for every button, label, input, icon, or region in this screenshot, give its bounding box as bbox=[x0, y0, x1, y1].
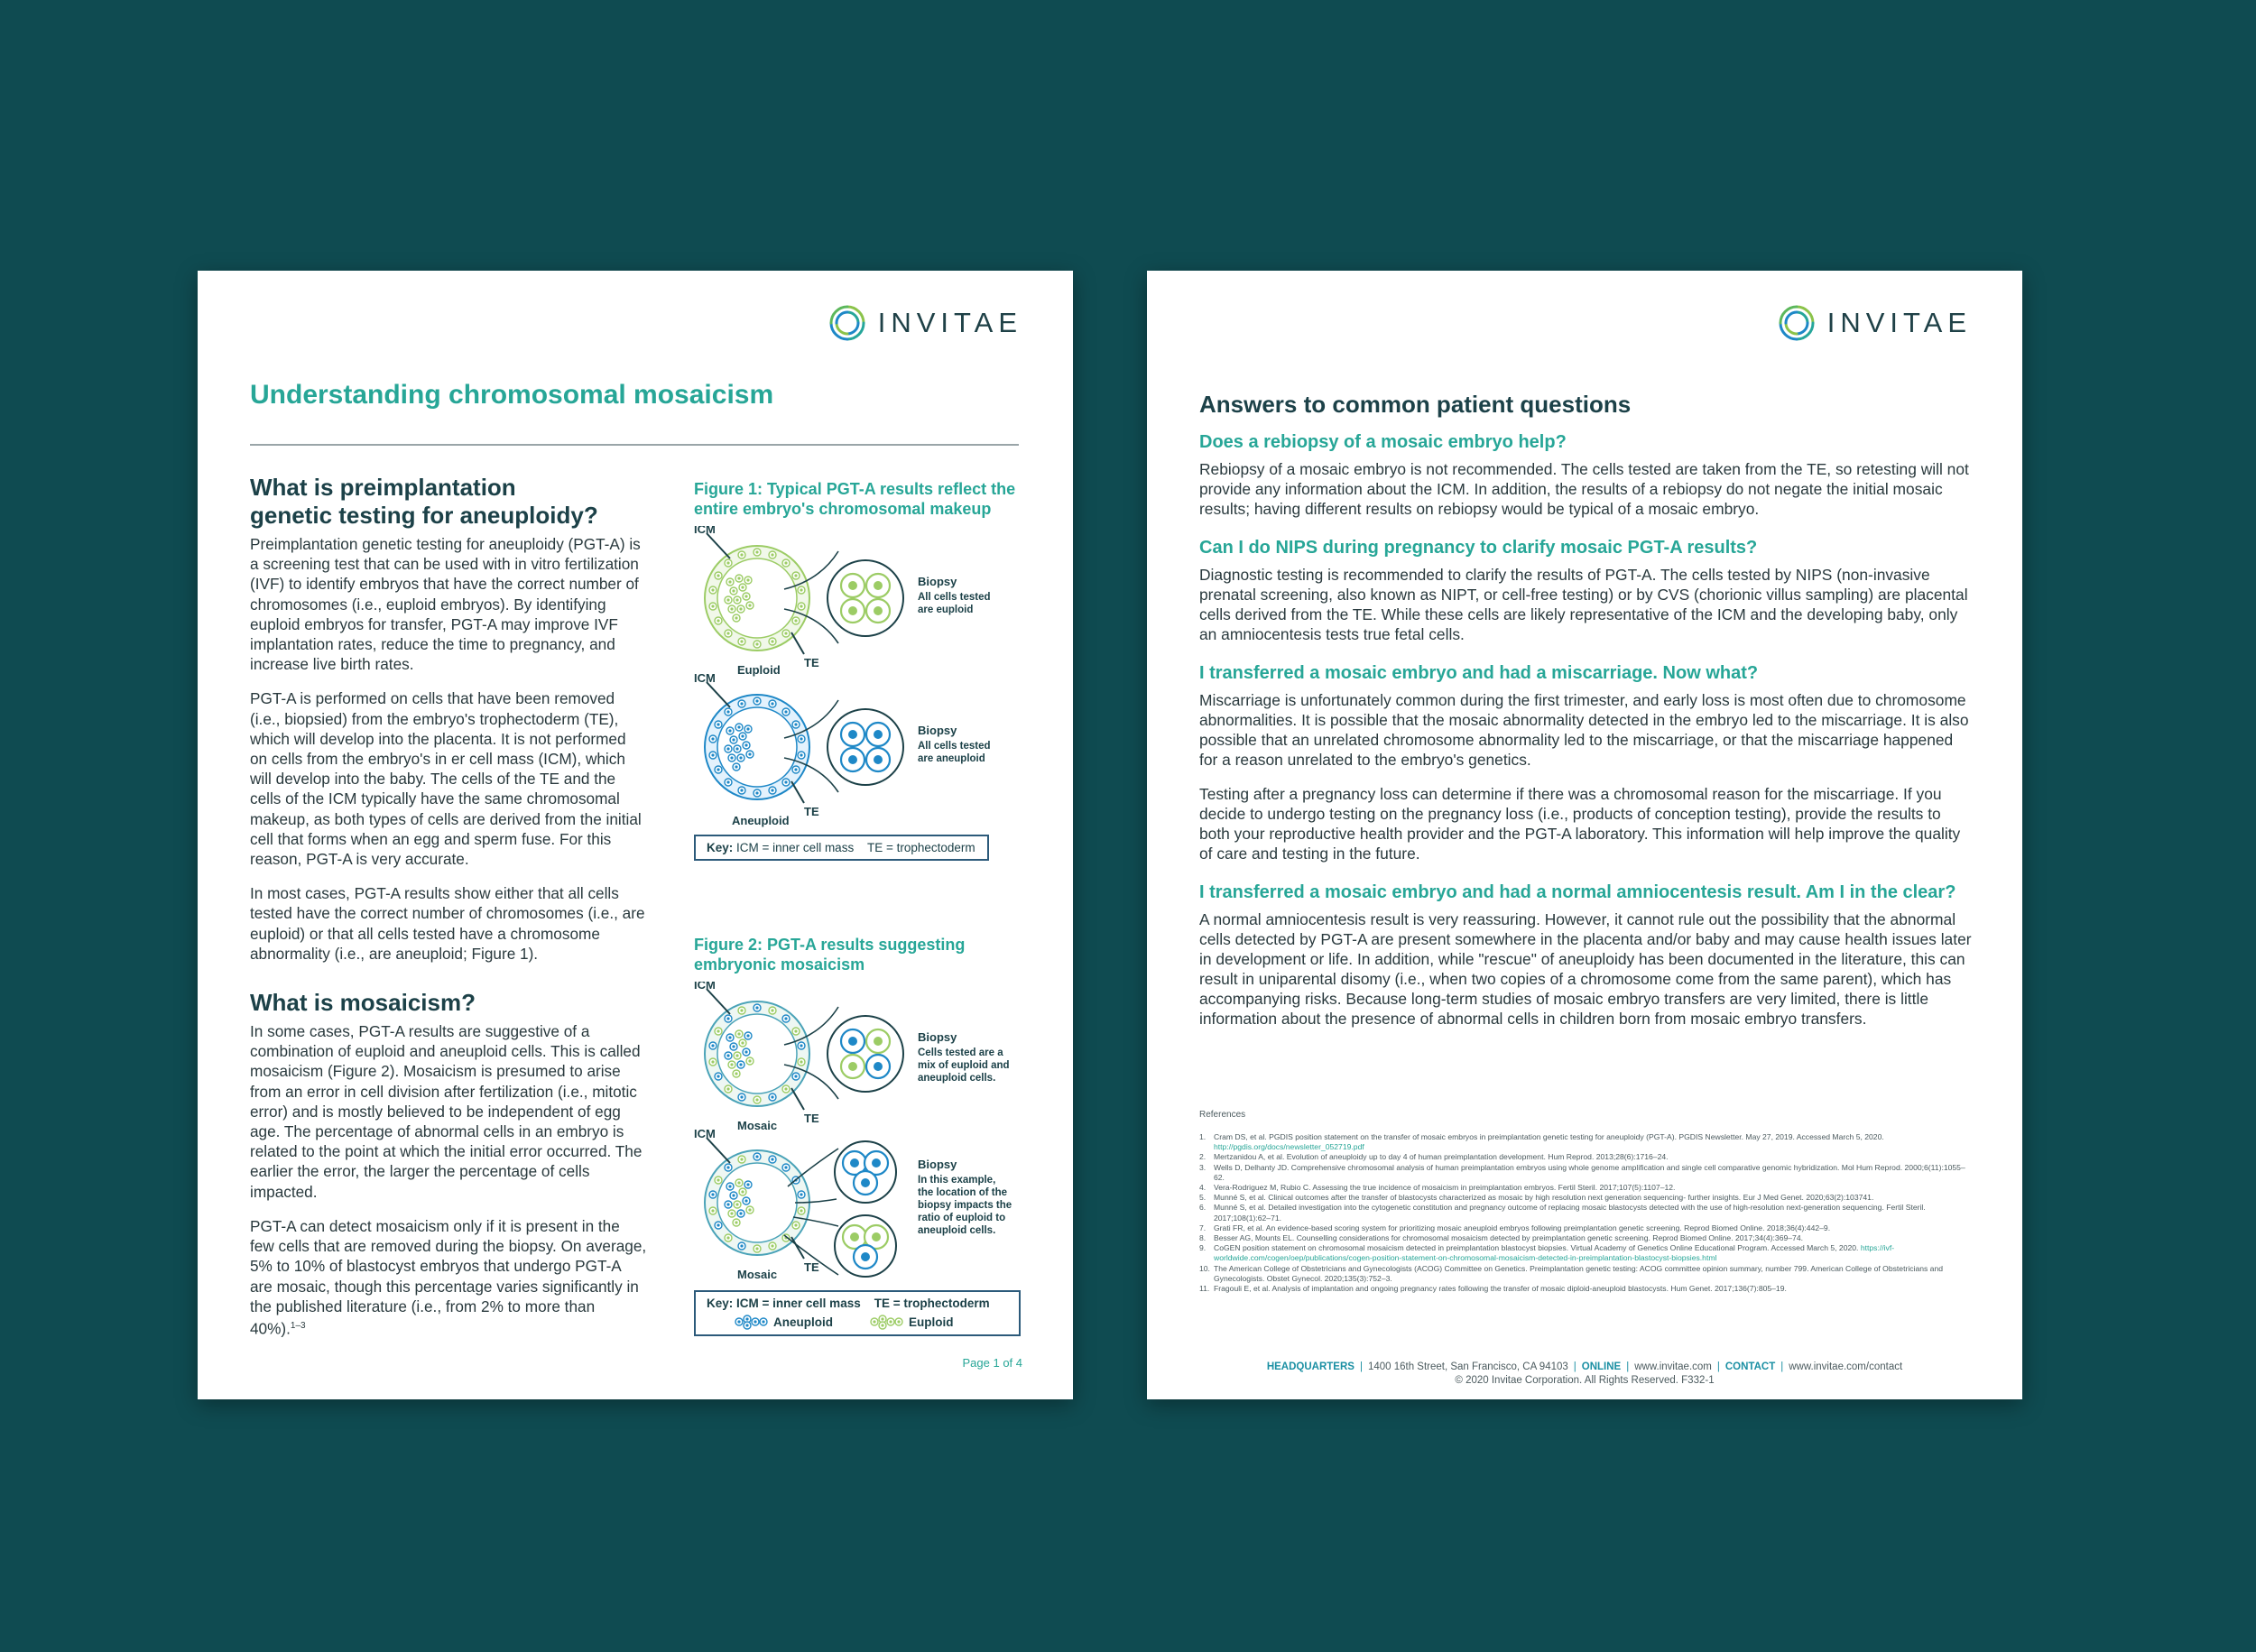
reference-text: Vera-Rodriguez M, Rubio C. Assessing the true incidence of mosaicism in preimplantation embryos. Fertil Steril. 2017;107(5):1107–12. bbox=[1214, 1183, 1676, 1193]
euploid-biopsy bbox=[828, 560, 903, 636]
te-label: TE bbox=[804, 805, 819, 818]
biopsy-desc: mix of euploid and bbox=[918, 1060, 1010, 1071]
mosaic-label: Mosaic bbox=[737, 1119, 778, 1132]
reference-number: 4. bbox=[1199, 1183, 1207, 1193]
question-heading: I transferred a mosaic embryo and had a normal amniocentesis result. Am I in the clear? bbox=[1199, 882, 1956, 902]
reference-text: The American College of Obstetricians and Gynecologists (ACOG) Committee on Genetics. Preimplantation genetic testing: ACOG committee opinion summary, number 799. American College of Obstetricians and Gynecologists. Obstet Gynecol. 2020;135(3):752–3. bbox=[1214, 1263, 1944, 1283]
reference-number: 9. bbox=[1199, 1243, 1207, 1253]
biopsy-desc: All cells tested bbox=[918, 592, 991, 603]
biopsy-desc: All cells tested bbox=[918, 741, 991, 752]
main-text-column bbox=[250, 474, 647, 1339]
invitae-swirl-icon bbox=[1777, 303, 1817, 343]
biopsy-label: Biopsy bbox=[918, 724, 957, 737]
reference-number: 7. bbox=[1199, 1223, 1207, 1232]
footer-online-link[interactable]: www.invitae.com bbox=[1634, 1361, 1712, 1372]
reference-link[interactable]: https://ivf-worldwide.com/cogen/oep/publications/cogen-position-statement-on-chromosomal-mosaicism-detected-in-preimplantation-blastocyst-biopsies.html bbox=[1214, 1243, 1895, 1263]
icm-label: ICM bbox=[694, 1127, 716, 1140]
reference-item bbox=[1199, 1284, 1975, 1294]
references-heading: References bbox=[1199, 1110, 1246, 1120]
logo-wordmark: INVITAE bbox=[1826, 307, 1972, 338]
aneuploid-cells-icon bbox=[734, 1314, 768, 1330]
reference-item bbox=[1199, 1243, 1975, 1263]
biopsy-desc: the location of the bbox=[918, 1187, 1008, 1198]
reference-body: Cram DS, et al. PGDIS position statement on the transfer of mosaic embryos in preimplantation genetic testing for aneuploidy (PGT-A). PGDIS Newsletter. May 27, 2019. Accessed March 5, 2020. bbox=[1214, 1132, 1884, 1141]
references-section bbox=[1199, 1110, 1975, 1294]
figure-title-line: Figure 1: Typical PGT-A results reflect the bbox=[694, 480, 1016, 498]
heading-line: genetic testing for aneuploidy? bbox=[250, 502, 598, 529]
reference-text bbox=[1214, 1132, 1975, 1152]
figure-title-line: embryonic mosaicism bbox=[694, 955, 865, 974]
figure-1-diagram bbox=[694, 526, 1037, 833]
reference-item bbox=[1199, 1163, 1975, 1183]
euploid-label: Euploid bbox=[737, 663, 781, 677]
biopsy-label: Biopsy bbox=[918, 575, 957, 588]
references-list bbox=[1199, 1132, 1975, 1294]
key-euploid: Euploid bbox=[909, 1315, 954, 1329]
reference-text bbox=[1214, 1243, 1975, 1263]
reference-item bbox=[1199, 1183, 1975, 1193]
footer-online-label: ONLINE bbox=[1581, 1361, 1622, 1372]
answer-paragraph: A normal amniocentesis result is very reassuring. However, it cannot rule out the possibility that the abnormal cells detected by PGT-A are present somewhere in the placenta and/or baby and may cause health issues later in development or life. In addition, while "rescue" of aneuploidy has been documented in the literature, this can result in uniparental disomy (i.e., when two copies of a chromosome come from the same parent), which has accompanying risks. Because long-term studies of mosaic embryo transfers are very limited, there is little information about the presence of abnormal cells in children born from mosaic embryo transfers. bbox=[1199, 910, 1972, 1028]
footer-hq-label: HEADQUARTERS bbox=[1266, 1361, 1355, 1372]
biopsy-desc: are euploid bbox=[918, 605, 974, 615]
te-label: TE bbox=[804, 1260, 819, 1274]
key-label: Key: bbox=[707, 841, 734, 854]
footer-contact-label: CONTACT bbox=[1724, 1361, 1776, 1372]
heading-line: What is preimplantation bbox=[250, 474, 516, 501]
reference-item bbox=[1199, 1193, 1975, 1203]
reference-number: 11. bbox=[1199, 1284, 1210, 1294]
section-heading-pgta bbox=[250, 474, 647, 530]
page-number: Page 1 of 4 bbox=[962, 1356, 1022, 1370]
reference-text: Besser AG, Mounts EL. Counselling considerations for chromosomal mosaicism detected by preimplantation genetic screening. Reprod Biomed Online. 2017;34(4):369–74. bbox=[1214, 1233, 1803, 1243]
key-te: TE = trophectoderm bbox=[866, 841, 975, 854]
footer-hq-address: 1400 16th Street, San Francisco, CA 94103 bbox=[1367, 1361, 1568, 1372]
icm-label: ICM bbox=[694, 671, 716, 685]
reference-item bbox=[1199, 1233, 1975, 1243]
figures-column bbox=[694, 479, 1037, 1336]
reference-number: 5. bbox=[1199, 1193, 1207, 1203]
figure-title-line: Figure 2: PGT-A results suggesting bbox=[694, 936, 966, 954]
reference-number: 10. bbox=[1199, 1263, 1210, 1273]
footer-copyright: © 2020 Invitae Corporation. All Rights Reserved. F332-1 bbox=[1455, 1375, 1715, 1386]
biopsy-desc: biopsy impacts the bbox=[918, 1200, 1012, 1211]
mosaic-label: Mosaic bbox=[737, 1268, 778, 1281]
answer-paragraph: Diagnostic testing is recommended to clarify the results of PGT-A. The cells tested by NIPS (non-invasive prenatal screening, also known as NIPT, or cell-free testing) or by CVS (chorionic villus sampling) are placental cells derived from the TE. While these cells are likely representative of the ICM and the developing baby, only an amniocentesis tests true fetal cells. bbox=[1199, 566, 1968, 643]
biopsy-desc: aneuploid cells. bbox=[918, 1073, 996, 1084]
reference-number: 2. bbox=[1199, 1152, 1207, 1162]
aneuploid-biopsy bbox=[828, 709, 903, 785]
invitae-logo bbox=[828, 303, 1022, 343]
page-footer: HEADQUARTERS | 1400 16th Street, San Francisco, CA 94103 | ONLINE | www.invitae.com | CONTACT | www.invitae.com/contact © 2020 Invitae Corporation. All Rights Reserved. F332-1 bbox=[1147, 1361, 2022, 1388]
figure-1-title bbox=[694, 479, 1037, 519]
title-divider bbox=[250, 444, 1019, 446]
reference-number: 3. bbox=[1199, 1162, 1207, 1172]
page-2-title: Answers to common patient questions bbox=[1199, 391, 1632, 418]
te-label: TE bbox=[804, 656, 819, 669]
reference-item bbox=[1199, 1152, 1975, 1162]
reference-item bbox=[1199, 1132, 1975, 1152]
paragraph: In some cases, PGT-A results are suggestive of a combination of euploid and aneuploid cells. This is called mosaicism (Figure 2). Mosaicism is presumed to arise from an error in cell division after fertilization (i.e., mitotic error) and is mostly believed to be independent of egg age. The percentage of abnormal cells in an embryo is related to the point at which the initial error occurred. The earlier the error, the larger the percentage of cells impacted. bbox=[250, 1022, 643, 1201]
document-title: Understanding chromosomal mosaicism bbox=[250, 380, 774, 410]
reference-number: 8. bbox=[1199, 1233, 1207, 1243]
logo-wordmark: INVITAE bbox=[877, 307, 1022, 338]
question-heading: I transferred a mosaic embryo and had a miscarriage. Now what? bbox=[1199, 663, 1759, 683]
biopsy-desc: Cells tested are a bbox=[918, 1047, 1003, 1058]
key-aneuploid: Aneuploid bbox=[773, 1315, 833, 1329]
figure-title-line: entire embryo's chromosomal makeup bbox=[694, 500, 992, 518]
answer-paragraph: Testing after a pregnancy loss can determine if there was a chromosomal reason for the miscarriage. If you decide to undergo testing on the pregnancy loss (i.e., products of conception testing), provide the results to both your reproductive health provider and the PGT-A laboratory. This information will help improve the quality of care and testing in the future. bbox=[1199, 785, 1961, 863]
aneuploid-label: Aneuploid bbox=[732, 814, 790, 827]
key-label: Key: bbox=[707, 1297, 734, 1310]
euploid-cells-icon bbox=[869, 1314, 903, 1330]
answer-paragraph: Rebiopsy of a mosaic embryo is not recommended. The cells tested are taken from the TE, so retesting will not provide any information about the ICM. In addition, the results of a rebiopsy do not negate the initial mosaic results; having different results on rebiopsy would be typical of a mosaic embryo. bbox=[1199, 460, 1969, 518]
euploid-embryo bbox=[694, 526, 991, 677]
biopsy-desc: ratio of euploid to bbox=[918, 1213, 1006, 1223]
document-page-2 bbox=[1147, 271, 2022, 1399]
paragraph: Preimplantation genetic testing for aneuploidy (PGT-A) is a screening test that can be used with in vitro fertilization (IVF) to identify embryos that have the correct number of chromosomes (i.e., euploid embryos). By identifying euploid embryos for transfer, PGT-A may improve IVF implantation rates, reduce the time to pregnancy, and increase live birth rates. bbox=[250, 535, 641, 674]
invitae-logo bbox=[1777, 303, 1972, 343]
biopsy-desc: are aneuploid bbox=[918, 753, 985, 764]
key-icm: ICM = inner cell mass bbox=[736, 1297, 861, 1310]
document-page-1 bbox=[198, 271, 1073, 1399]
reference-text: Fragouli E, et al. Analysis of implantation and ongoing pregnancy rates following the transfer of mosaic diploid-aneuploid blastocysts. Hum Genet. 2017;136(7):805–19. bbox=[1214, 1284, 1787, 1294]
invitae-swirl-icon bbox=[828, 303, 867, 343]
reference-text: Munné S, et al. Detailed investigation into the cytogenetic constitution and pregnancy outcome of replacing mosaic blastocysts detected with the use of high-resolution next-generation sequencing. Fertil Steril. 2017;108(1):62–71. bbox=[1214, 1203, 1926, 1223]
figure-1-key bbox=[694, 835, 989, 861]
reference-text: Grati FR, et al. An evidence-based scoring system for prioritizing mosaic aneuploid embryos following preimplantation genetic screening. Reprod Biomed Online. 2018;36(4):442–9. bbox=[1214, 1223, 1831, 1232]
reference-link[interactable]: http://pgdis.org/docs/newsletter_052719.pdf bbox=[1214, 1142, 1364, 1152]
icm-label: ICM bbox=[694, 982, 716, 992]
reference-item bbox=[1199, 1223, 1975, 1233]
figure-2-title bbox=[694, 935, 1037, 974]
key-te: TE = trophectoderm bbox=[874, 1297, 990, 1310]
mosaic-embryo-1 bbox=[694, 982, 1010, 1132]
biopsy-label: Biopsy bbox=[918, 1030, 957, 1044]
paragraph: In most cases, PGT-A results show either that all cells tested have the correct number of chromosomes (i.e., are euploid) or that all cells tested have a chromosome abnormality (i.e., are aneuploid; Figure 1). bbox=[250, 884, 645, 963]
section-heading-mosaicism: What is mosaicism? bbox=[250, 989, 476, 1017]
citation-superscript: 1–3 bbox=[290, 1320, 306, 1331]
mosaic-embryo-2 bbox=[694, 1127, 1012, 1281]
question-heading: Does a rebiopsy of a mosaic embryo help? bbox=[1199, 432, 1567, 452]
figure-2-diagram bbox=[694, 982, 1037, 1288]
reference-number: 6. bbox=[1199, 1203, 1207, 1213]
key-icm: ICM = inner cell mass bbox=[736, 841, 855, 854]
icm-label: ICM bbox=[694, 526, 716, 536]
biopsy-desc: In this example, bbox=[918, 1175, 996, 1186]
reference-number: 1. bbox=[1199, 1132, 1207, 1141]
answer-paragraph: Miscarriage is unfortunately common during the first trimester, and early loss is most often due to chromosome abnormalities. It is possible that the mosaic abnormality detected in the embryo led to the miscarriage. It is also possible that an unrelated chromosome abnormality led to the miscarriage, or that the miscarriage happened for a reason unrelated to the embryo's genetics. bbox=[1199, 691, 1969, 769]
te-label: TE bbox=[804, 1112, 819, 1125]
reference-text: Munné S, et al. Clinical outcomes after the transfer of blastocysts characterized as mosaic by high resolution next generation sequencing- further insights. Eur J Med Genet. 2020;63(2):103741. bbox=[1214, 1193, 1874, 1203]
reference-text: Mertzanidou A, et al. Evolution of aneuploidy up to day 4 of human preimplantation development. Hum Reprod. 2013;28(6):1716–24. bbox=[1214, 1152, 1669, 1162]
biopsy-label: Biopsy bbox=[918, 1158, 957, 1171]
reference-item bbox=[1199, 1203, 1975, 1223]
paragraph-text: PGT-A can detect mosaicism only if it is present in the few cells that are removed during the biopsy. On average, 5% to 10% of blastocyst embryos that undergo PGT-A are mosaic, though this percentage varies significantly in the published literature (i.e., from 2% to more than 40%). bbox=[250, 1216, 647, 1338]
aneuploid-embryo bbox=[694, 671, 991, 827]
reference-text: Wells D, Delhanty JD. Comprehensive chromosomal analysis of human preimplantation embryos using whole genome amplification and single cell comparative genomic hybridization. Mol Hum Reprod. 2000;6(11):1055–62. bbox=[1214, 1162, 1965, 1182]
footer-contact-link[interactable]: www.invitae.com/contact bbox=[1789, 1361, 1903, 1372]
reference-item bbox=[1199, 1264, 1975, 1284]
qa-section bbox=[1199, 429, 1975, 1029]
paragraph: PGT-A is performed on cells that have been removed (i.e., biopsied) from the embryo's trophectoderm (TE), which will develop into the placenta. It is not performed on cells from the embryo's in er cell mass (ICM), which will develop into the baby. The cells of the TE and the cells of the ICM typically have the same chromosomal makeup, as both types of cells are derived from the initial cell that forms when an egg and sperm fuse. For this reason, PGT-A is very accurate. bbox=[250, 689, 642, 869]
figure-2-key bbox=[694, 1290, 1021, 1336]
question-heading: Can I do NIPS during pregnancy to clarify mosaic PGT-A results? bbox=[1199, 538, 1758, 558]
paragraph bbox=[250, 1216, 647, 1339]
reference-body: CoGEN position statement on chromosomal mosaicism detected in preimplantation blastocyst biopsies. Virtual Academy of Genetics Online Educational Program. Accessed March 5, 2020. bbox=[1214, 1243, 1861, 1253]
biopsy-desc: aneuploid cells. bbox=[918, 1225, 996, 1236]
